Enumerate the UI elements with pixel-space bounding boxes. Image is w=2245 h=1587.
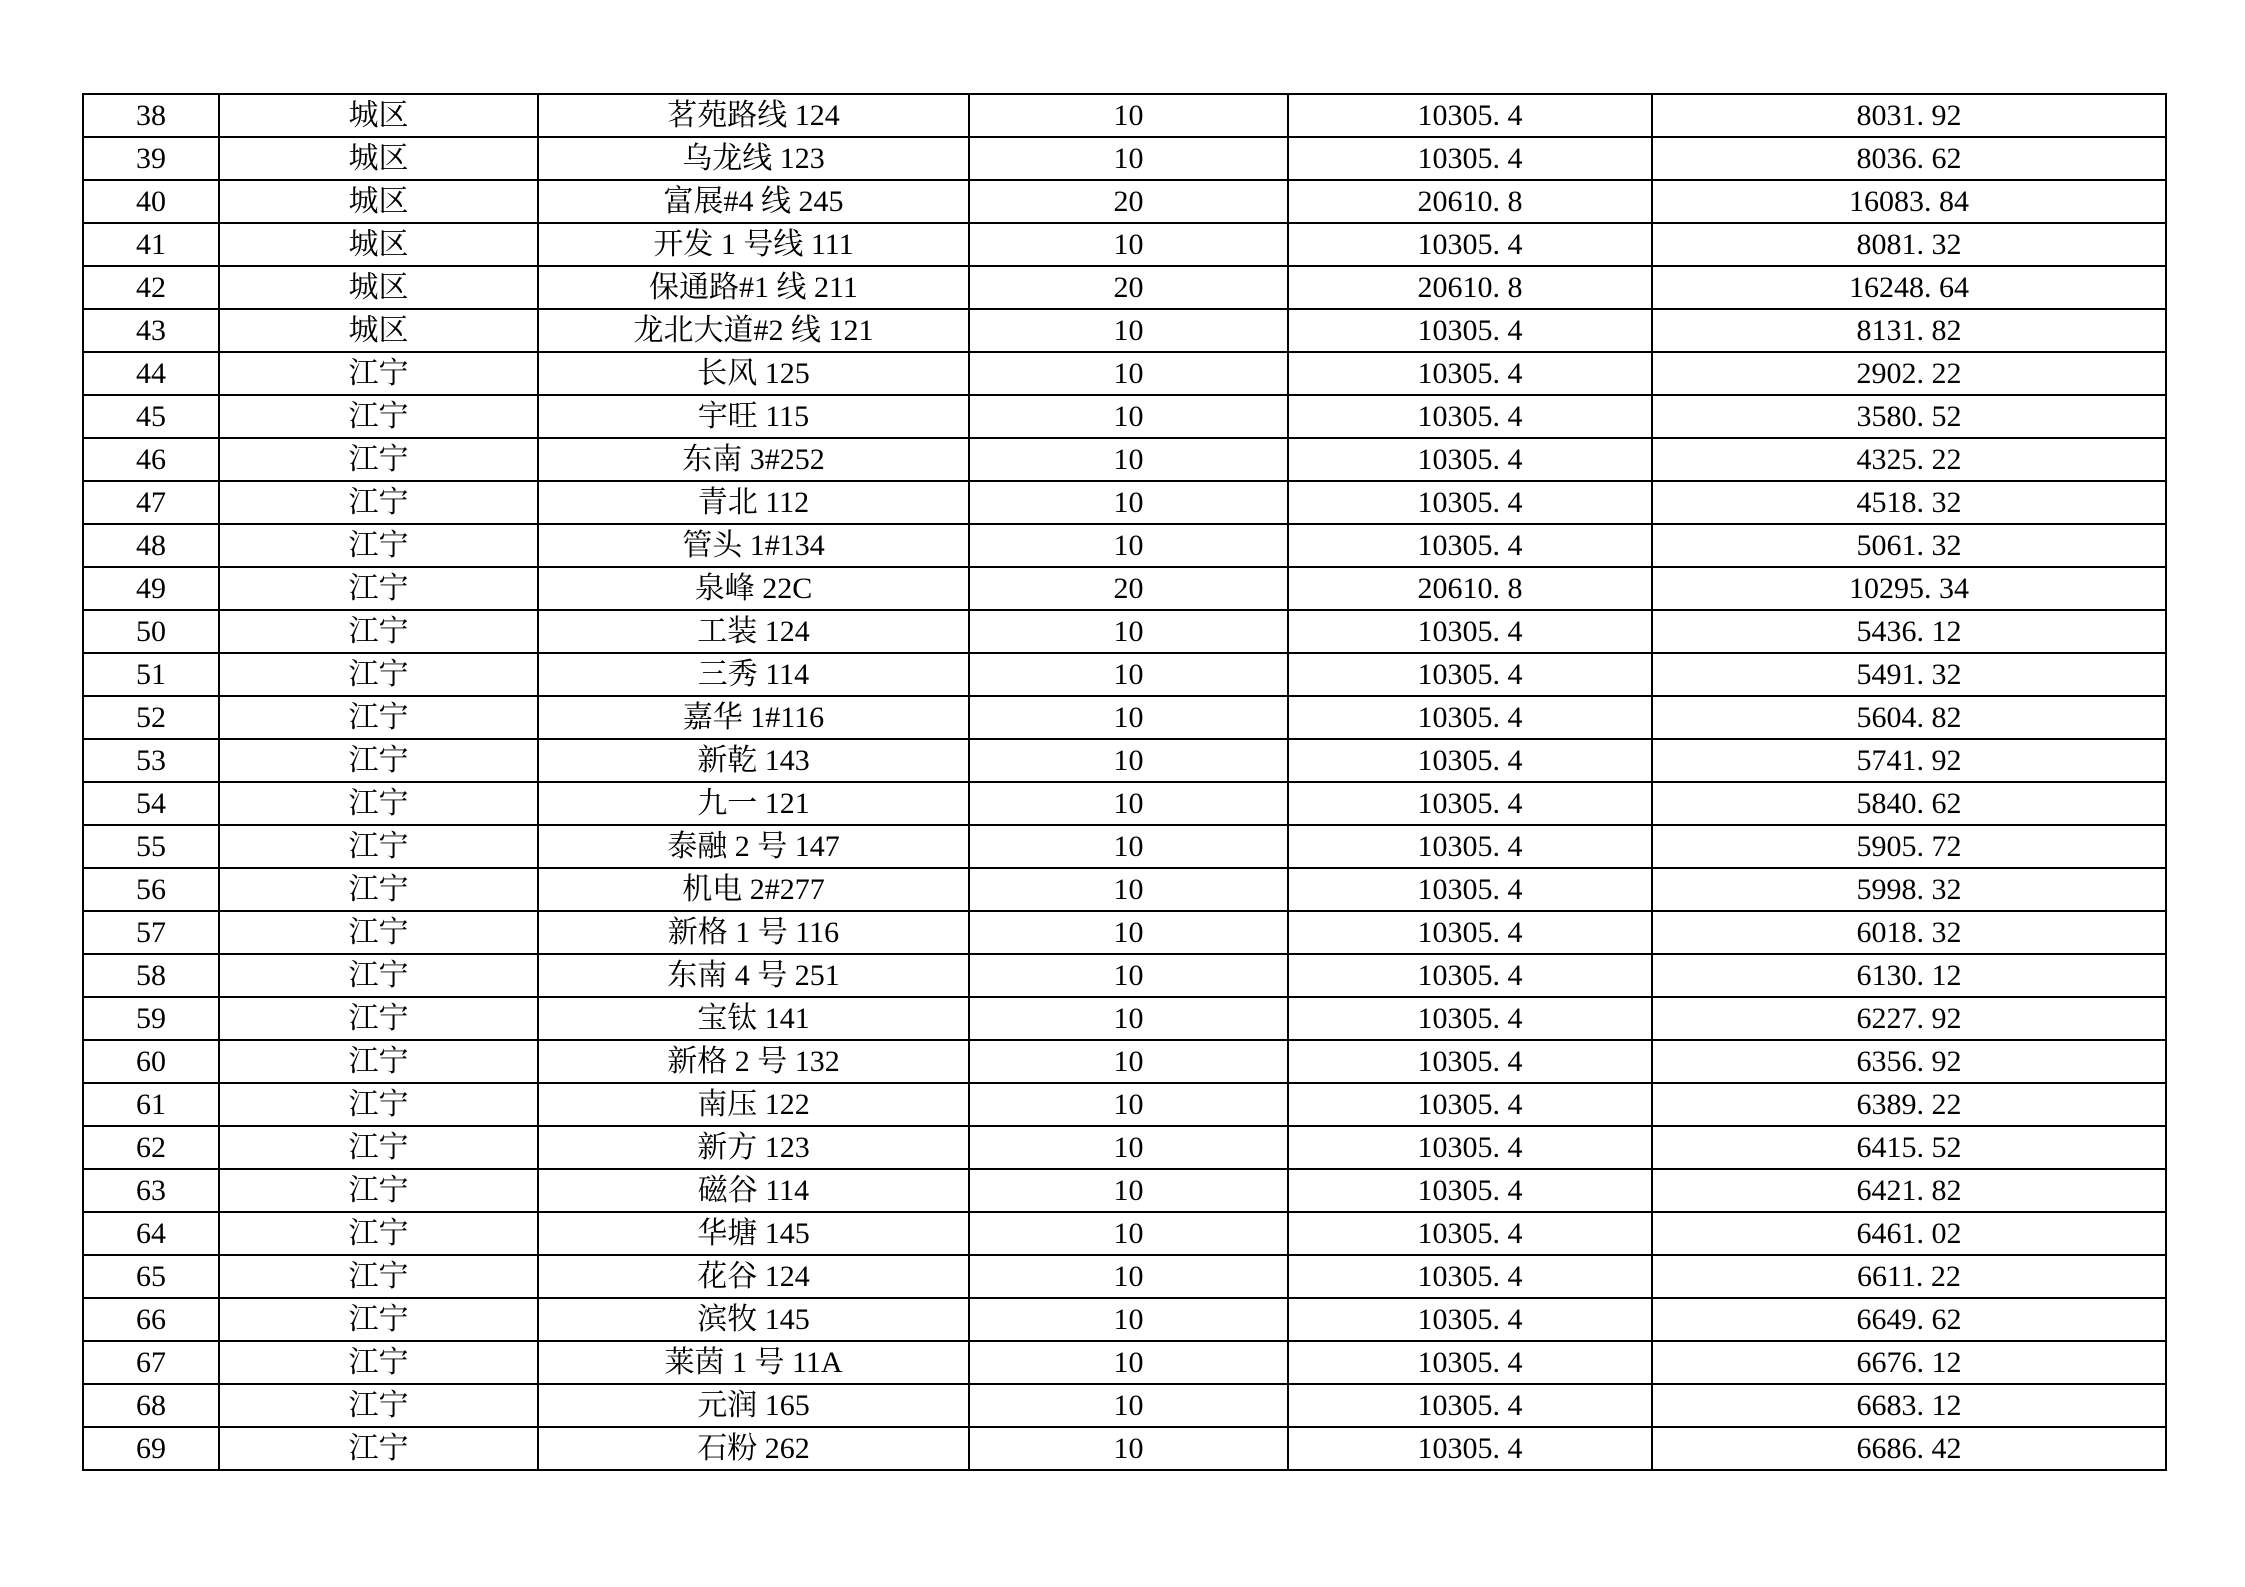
table-cell-line-name: 龙北大道#2 线 121 [538,309,969,352]
table-cell-row-number: 51 [83,653,219,696]
table-cell-line-name: 新格 1 号 116 [538,911,969,954]
table-cell-amount: 6130. 12 [1652,954,2166,997]
table-cell-unit-value: 10305. 4 [1288,309,1652,352]
table-cell-amount: 5604. 82 [1652,696,2166,739]
table-row [83,868,2166,911]
table-cell-row-number: 65 [83,1255,219,1298]
table-cell-amount: 4518. 32 [1652,481,2166,524]
table-cell-quantity: 10 [969,352,1288,395]
table-row [83,1255,2166,1298]
table-cell-unit-value: 10305. 4 [1288,1384,1652,1427]
table-cell-row-number: 46 [83,438,219,481]
table-cell-row-number: 47 [83,481,219,524]
table-cell-amount: 5840. 62 [1652,782,2166,825]
table-cell-region: 江宁 [219,782,538,825]
table-cell-row-number: 49 [83,567,219,610]
table-cell-line-name: 保通路#1 线 211 [538,266,969,309]
table-cell-row-number: 38 [83,94,219,137]
table-cell-quantity: 10 [969,696,1288,739]
table-cell-quantity: 20 [969,567,1288,610]
table-cell-amount: 5905. 72 [1652,825,2166,868]
table-cell-region: 江宁 [219,1169,538,1212]
table-cell-amount: 16248. 64 [1652,266,2166,309]
table-cell-quantity: 10 [969,1427,1288,1470]
table-cell-row-number: 52 [83,696,219,739]
table-cell-region: 城区 [219,266,538,309]
table-cell-quantity: 10 [969,1169,1288,1212]
table-cell-unit-value: 10305. 4 [1288,395,1652,438]
table-cell-amount: 8031. 92 [1652,94,2166,137]
table-cell-quantity: 10 [969,223,1288,266]
table-cell-row-number: 40 [83,180,219,223]
table-cell-unit-value: 10305. 4 [1288,997,1652,1040]
table-cell-line-name: 嘉华 1#116 [538,696,969,739]
table-cell-line-name: 管头 1#134 [538,524,969,567]
table-cell-region: 城区 [219,309,538,352]
table-cell-unit-value: 10305. 4 [1288,739,1652,782]
table-cell-unit-value: 10305. 4 [1288,1126,1652,1169]
table-cell-quantity: 10 [969,1212,1288,1255]
table-row [83,1040,2166,1083]
table-cell-unit-value: 10305. 4 [1288,954,1652,997]
table-cell-unit-value: 10305. 4 [1288,1212,1652,1255]
table-cell-region: 江宁 [219,954,538,997]
table-cell-unit-value: 10305. 4 [1288,868,1652,911]
table-cell-quantity: 10 [969,1384,1288,1427]
table-cell-region: 江宁 [219,352,538,395]
table-cell-row-number: 66 [83,1298,219,1341]
table-cell-line-name: 青北 112 [538,481,969,524]
table-cell-row-number: 57 [83,911,219,954]
table-row [83,1341,2166,1384]
table-cell-unit-value: 10305. 4 [1288,653,1652,696]
table-cell-unit-value: 10305. 4 [1288,94,1652,137]
table-cell-row-number: 50 [83,610,219,653]
table-row [83,954,2166,997]
table-row [83,438,2166,481]
table-cell-row-number: 58 [83,954,219,997]
table-cell-region: 江宁 [219,1427,538,1470]
table-cell-row-number: 61 [83,1083,219,1126]
table-cell-amount: 6389. 22 [1652,1083,2166,1126]
table-cell-unit-value: 20610. 8 [1288,266,1652,309]
table-cell-line-name: 新乾 143 [538,739,969,782]
table-cell-row-number: 44 [83,352,219,395]
table-cell-unit-value: 10305. 4 [1288,1341,1652,1384]
table-row [83,1212,2166,1255]
table-cell-unit-value: 10305. 4 [1288,481,1652,524]
table-cell-amount: 16083. 84 [1652,180,2166,223]
table-cell-unit-value: 10305. 4 [1288,438,1652,481]
table-cell-quantity: 10 [969,1255,1288,1298]
table-cell-unit-value: 20610. 8 [1288,567,1652,610]
table-cell-quantity: 10 [969,997,1288,1040]
table-cell-region: 江宁 [219,610,538,653]
table-row [83,825,2166,868]
table-cell-line-name: 三秀 114 [538,653,969,696]
table-cell-line-name: 莱茵 1 号 11A [538,1341,969,1384]
table-cell-quantity: 10 [969,610,1288,653]
table-cell-region: 江宁 [219,1083,538,1126]
table-cell-line-name: 元润 165 [538,1384,969,1427]
table-cell-quantity: 10 [969,1083,1288,1126]
table-row [83,567,2166,610]
table-cell-region: 江宁 [219,524,538,567]
table-cell-row-number: 63 [83,1169,219,1212]
table-cell-amount: 8081. 32 [1652,223,2166,266]
table-cell-line-name: 富展#4 线 245 [538,180,969,223]
table-cell-row-number: 41 [83,223,219,266]
table-cell-unit-value: 10305. 4 [1288,610,1652,653]
table-row [83,180,2166,223]
table-row [83,1298,2166,1341]
table-cell-amount: 5741. 92 [1652,739,2166,782]
table-cell-unit-value: 10305. 4 [1288,782,1652,825]
table-cell-quantity: 10 [969,911,1288,954]
table-cell-line-name: 泉峰 22C [538,567,969,610]
table-row [83,782,2166,825]
table-cell-row-number: 42 [83,266,219,309]
table-cell-amount: 5436. 12 [1652,610,2166,653]
table-row [83,911,2166,954]
table-cell-row-number: 64 [83,1212,219,1255]
table-cell-region: 江宁 [219,1298,538,1341]
table-cell-region: 江宁 [219,481,538,524]
table-cell-row-number: 68 [83,1384,219,1427]
table-cell-amount: 6421. 82 [1652,1169,2166,1212]
table-row [83,524,2166,567]
table-cell-region: 城区 [219,94,538,137]
table-cell-row-number: 43 [83,309,219,352]
table-cell-line-name: 磁谷 114 [538,1169,969,1212]
table-cell-region: 城区 [219,137,538,180]
table-cell-region: 江宁 [219,1341,538,1384]
table-cell-quantity: 10 [969,739,1288,782]
table-cell-line-name: 茗苑路线 124 [538,94,969,137]
table-cell-row-number: 56 [83,868,219,911]
table-cell-quantity: 10 [969,524,1288,567]
table-row [83,653,2166,696]
table-cell-row-number: 55 [83,825,219,868]
table-cell-amount: 5061. 32 [1652,524,2166,567]
table-cell-line-name: 宇旺 115 [538,395,969,438]
table-cell-quantity: 10 [969,438,1288,481]
table-cell-region: 江宁 [219,1255,538,1298]
table-cell-line-name: 华塘 145 [538,1212,969,1255]
table-cell-quantity: 10 [969,94,1288,137]
table-cell-unit-value: 10305. 4 [1288,1169,1652,1212]
table-cell-unit-value: 10305. 4 [1288,352,1652,395]
table-cell-quantity: 10 [969,137,1288,180]
table-row [83,352,2166,395]
table-cell-line-name: 新格 2 号 132 [538,1040,969,1083]
table-cell-row-number: 39 [83,137,219,180]
table-cell-line-name: 乌龙线 123 [538,137,969,180]
table-cell-unit-value: 10305. 4 [1288,1298,1652,1341]
table-cell-region: 城区 [219,223,538,266]
table-cell-amount: 6356. 92 [1652,1040,2166,1083]
table-cell-region: 江宁 [219,395,538,438]
table-cell-quantity: 10 [969,868,1288,911]
table-cell-quantity: 10 [969,481,1288,524]
table-cell-amount: 5998. 32 [1652,868,2166,911]
table-cell-region: 江宁 [219,696,538,739]
table-cell-unit-value: 10305. 4 [1288,1040,1652,1083]
table-row [83,309,2166,352]
table-cell-row-number: 48 [83,524,219,567]
table-cell-amount: 8036. 62 [1652,137,2166,180]
table-cell-quantity: 10 [969,954,1288,997]
table-cell-unit-value: 10305. 4 [1288,696,1652,739]
table-cell-row-number: 59 [83,997,219,1040]
table-cell-unit-value: 10305. 4 [1288,1255,1652,1298]
table-cell-region: 江宁 [219,1384,538,1427]
table-cell-quantity: 10 [969,653,1288,696]
table-cell-line-name: 开发 1 号线 111 [538,223,969,266]
table-row [83,94,2166,137]
table-cell-amount: 10295. 34 [1652,567,2166,610]
table-cell-unit-value: 10305. 4 [1288,223,1652,266]
table-cell-quantity: 10 [969,395,1288,438]
table-cell-region: 江宁 [219,1040,538,1083]
table-cell-amount: 6611. 22 [1652,1255,2166,1298]
table-cell-row-number: 54 [83,782,219,825]
table-cell-region: 江宁 [219,438,538,481]
table-cell-quantity: 10 [969,1040,1288,1083]
table-cell-quantity: 20 [969,180,1288,223]
data-table [82,93,2167,1471]
table-cell-quantity: 10 [969,1298,1288,1341]
table-cell-amount: 3580. 52 [1652,395,2166,438]
table-row [83,696,2166,739]
table-cell-line-name: 花谷 124 [538,1255,969,1298]
table-cell-amount: 6018. 32 [1652,911,2166,954]
table-cell-amount: 8131. 82 [1652,309,2166,352]
table-cell-region: 城区 [219,180,538,223]
table-row [83,481,2166,524]
table-cell-quantity: 10 [969,1126,1288,1169]
table-cell-line-name: 东南 3#252 [538,438,969,481]
table-row [83,137,2166,180]
table-cell-line-name: 九一 121 [538,782,969,825]
table-row [83,266,2166,309]
table-cell-unit-value: 10305. 4 [1288,825,1652,868]
table-cell-quantity: 10 [969,309,1288,352]
table-cell-unit-value: 10305. 4 [1288,1427,1652,1470]
table-cell-unit-value: 10305. 4 [1288,911,1652,954]
table-row [83,1384,2166,1427]
table-cell-amount: 4325. 22 [1652,438,2166,481]
table-cell-row-number: 45 [83,395,219,438]
table-cell-row-number: 62 [83,1126,219,1169]
table-cell-line-name: 东南 4 号 251 [538,954,969,997]
table-cell-region: 江宁 [219,739,538,782]
table-cell-region: 江宁 [219,911,538,954]
table-cell-amount: 6415. 52 [1652,1126,2166,1169]
table-cell-amount: 6676. 12 [1652,1341,2166,1384]
table-cell-row-number: 60 [83,1040,219,1083]
table-cell-quantity: 10 [969,825,1288,868]
table-cell-unit-value: 20610. 8 [1288,180,1652,223]
table-cell-region: 江宁 [219,567,538,610]
table-cell-quantity: 10 [969,782,1288,825]
table-cell-line-name: 机电 2#277 [538,868,969,911]
table-cell-unit-value: 10305. 4 [1288,524,1652,567]
table-cell-line-name: 泰融 2 号 147 [538,825,969,868]
table-cell-line-name: 长风 125 [538,352,969,395]
table-cell-row-number: 69 [83,1427,219,1470]
table-cell-row-number: 67 [83,1341,219,1384]
table-row [83,1169,2166,1212]
table-row [83,997,2166,1040]
table-cell-region: 江宁 [219,1126,538,1169]
table-cell-unit-value: 10305. 4 [1288,137,1652,180]
table-row [83,1126,2166,1169]
table-cell-amount: 6461. 02 [1652,1212,2166,1255]
table-cell-region: 江宁 [219,825,538,868]
table-cell-quantity: 10 [969,1341,1288,1384]
table-cell-line-name: 新方 123 [538,1126,969,1169]
table-cell-amount: 5491. 32 [1652,653,2166,696]
table-row [83,395,2166,438]
table-row [83,223,2166,266]
table-cell-line-name: 工装 124 [538,610,969,653]
table-cell-amount: 6683. 12 [1652,1384,2166,1427]
table-cell-row-number: 53 [83,739,219,782]
table-cell-amount: 2902. 22 [1652,352,2166,395]
table-cell-amount: 6227. 92 [1652,997,2166,1040]
table-row [83,610,2166,653]
table-cell-amount: 6686. 42 [1652,1427,2166,1470]
table-body [83,94,2166,1470]
table-cell-line-name: 宝钛 141 [538,997,969,1040]
table-cell-region: 江宁 [219,1212,538,1255]
table-cell-region: 江宁 [219,997,538,1040]
table-cell-line-name: 滨牧 145 [538,1298,969,1341]
table-row [83,739,2166,782]
table-cell-amount: 6649. 62 [1652,1298,2166,1341]
table-cell-region: 江宁 [219,868,538,911]
table-cell-line-name: 石粉 262 [538,1427,969,1470]
table-cell-quantity: 20 [969,266,1288,309]
table-row [83,1427,2166,1470]
table-cell-line-name: 南压 122 [538,1083,969,1126]
table-cell-unit-value: 10305. 4 [1288,1083,1652,1126]
table-row [83,1083,2166,1126]
table-cell-region: 江宁 [219,653,538,696]
